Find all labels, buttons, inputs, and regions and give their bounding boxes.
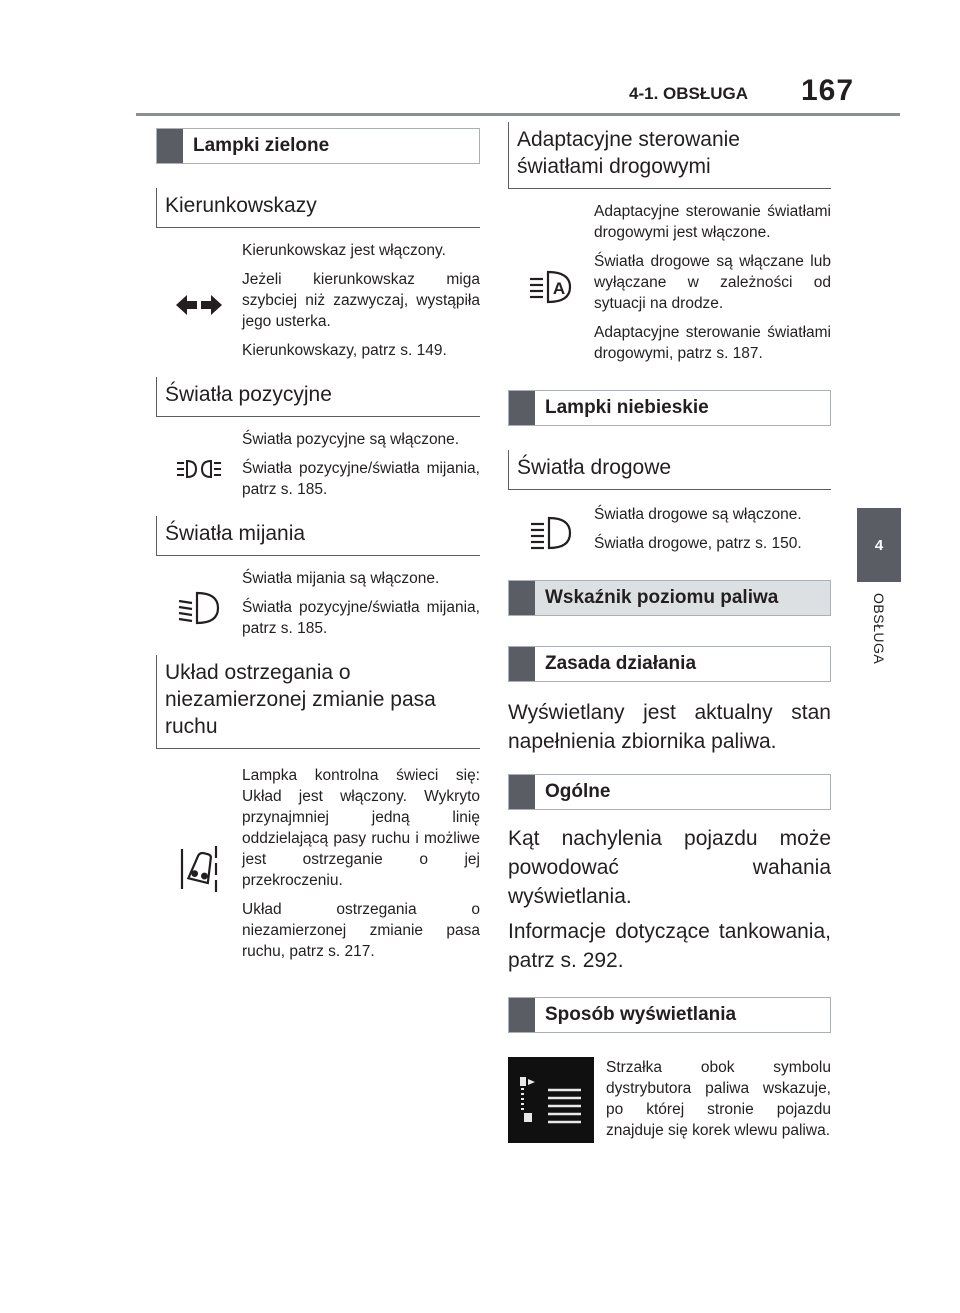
section-title: 4-1. OBSŁUGA: [629, 84, 749, 103]
position-lights-heading: Światła pozycyjne: [156, 377, 480, 417]
header-rule: [136, 113, 900, 116]
operation-heading: Zasada działania: [508, 646, 831, 682]
fuel-door-side-icon: [508, 1057, 594, 1143]
high-beam-entry: [508, 504, 831, 562]
lane-departure-icon: [156, 765, 242, 970]
low-beam-heading: Światła mijania: [156, 516, 480, 556]
svg-text:A: A: [552, 278, 566, 298]
high-beam-heading: Światła drogowe: [508, 450, 831, 490]
adaptive-text-1: Adaptacyjne sterowanie światłami drogowymi jest włączone.: [594, 203, 831, 241]
green-lamps-heading: Lampki zielone: [156, 128, 480, 164]
display-mode-entry: [508, 1057, 831, 1149]
high-beam-text-1: Światła drogowe są włączone.: [594, 506, 802, 523]
adaptive-text-3: Adaptacyjne sterowanie światłami drogowymi, patrz s. 187.: [594, 324, 831, 362]
chapter-tab: 4: [857, 508, 901, 582]
position-lights-text-2: Światła pozycyjne/światła mijania, patrz s. 185.: [242, 460, 480, 498]
lane-departure-text-2: Układ ostrzegania o niezamierzonej zmianie pasa ruchu, patrz s. 217.: [242, 901, 480, 960]
general-text-2: Informacje dotyczące tankowania, patrz s. 292.: [508, 920, 831, 972]
position-lights-entry: [156, 429, 480, 508]
turn-signals-heading: Kierunkowskazy: [156, 188, 480, 228]
low-beam-icon: [156, 568, 242, 647]
adaptive-entry: [508, 201, 831, 372]
fuel-gauge-heading: Wskaźnik poziomu paliwa: [508, 580, 831, 616]
low-beam-text-1: Światła mijania są włączone.: [242, 570, 440, 587]
display-mode-heading: Sposób wyświetlania: [508, 997, 831, 1033]
chapter-label: OBSŁUGA: [871, 593, 887, 665]
turn-signals-text-2: Jeżeli kierunkowskaz miga szybciej niż zazwyczaj, wystąpiła jego usterka.: [242, 271, 480, 330]
adaptive-high-beam-icon: [508, 201, 594, 372]
general-text-1: Kąt nachylenia pojazdu może powodować wahania wyświetlania.: [508, 827, 831, 908]
lane-departure-entry: [156, 765, 480, 970]
adaptive-heading: Adaptacyjne sterowanie światłami drogowymi: [508, 122, 831, 189]
turn-signals-text-3: Kierunkowskazy, patrz s. 149.: [242, 342, 447, 359]
high-beam-icon: [508, 504, 594, 562]
blue-lamps-heading: Lampki niebieskie: [508, 390, 831, 426]
position-lights-icon: [156, 429, 242, 508]
position-lights-text-1: Światła pozycyjne są włączone.: [242, 431, 460, 448]
low-beam-text-2: Światła pozycyjne/światła mijania, patrz s. 185.: [242, 599, 480, 637]
adaptive-text-2: Światła drogowe są włączane lub wyłączane w zależności od sytuacji na drodze.: [594, 253, 831, 312]
turn-signals-text-1: Kierunkowskaz jest włączony.: [242, 242, 446, 259]
operation-text: Wyświetlany jest aktualny stan napełnienia zbiornika paliwa.: [508, 701, 831, 753]
lane-departure-heading: Układ ostrzegania o niezamierzonej zmianie pasa ruchu: [156, 655, 480, 749]
left-column: [156, 128, 480, 970]
general-heading: Ogólne: [508, 774, 831, 810]
low-beam-entry: [156, 568, 480, 647]
display-mode-text: Strzałka obok symbolu dystrybutora paliwa wskazuje, po której stronie pojazdu znajduje się korek wlewu paliwa.: [606, 1059, 831, 1139]
turn-signals-entry: [156, 240, 480, 369]
high-beam-text-2: Światła drogowe, patrz s. 150.: [594, 535, 802, 552]
turn-signal-arrows-icon: [156, 240, 242, 369]
lane-departure-text-1: Lampka kontrolna świeci się: Układ jest włączony. Wykryto przynajmniej jedną linię oddzielającą pasy ruchu i możliwe jest ostrzeganie o jej przekroczeniu.: [242, 767, 480, 889]
page-number: 167: [801, 74, 855, 107]
right-column: [508, 122, 831, 1149]
